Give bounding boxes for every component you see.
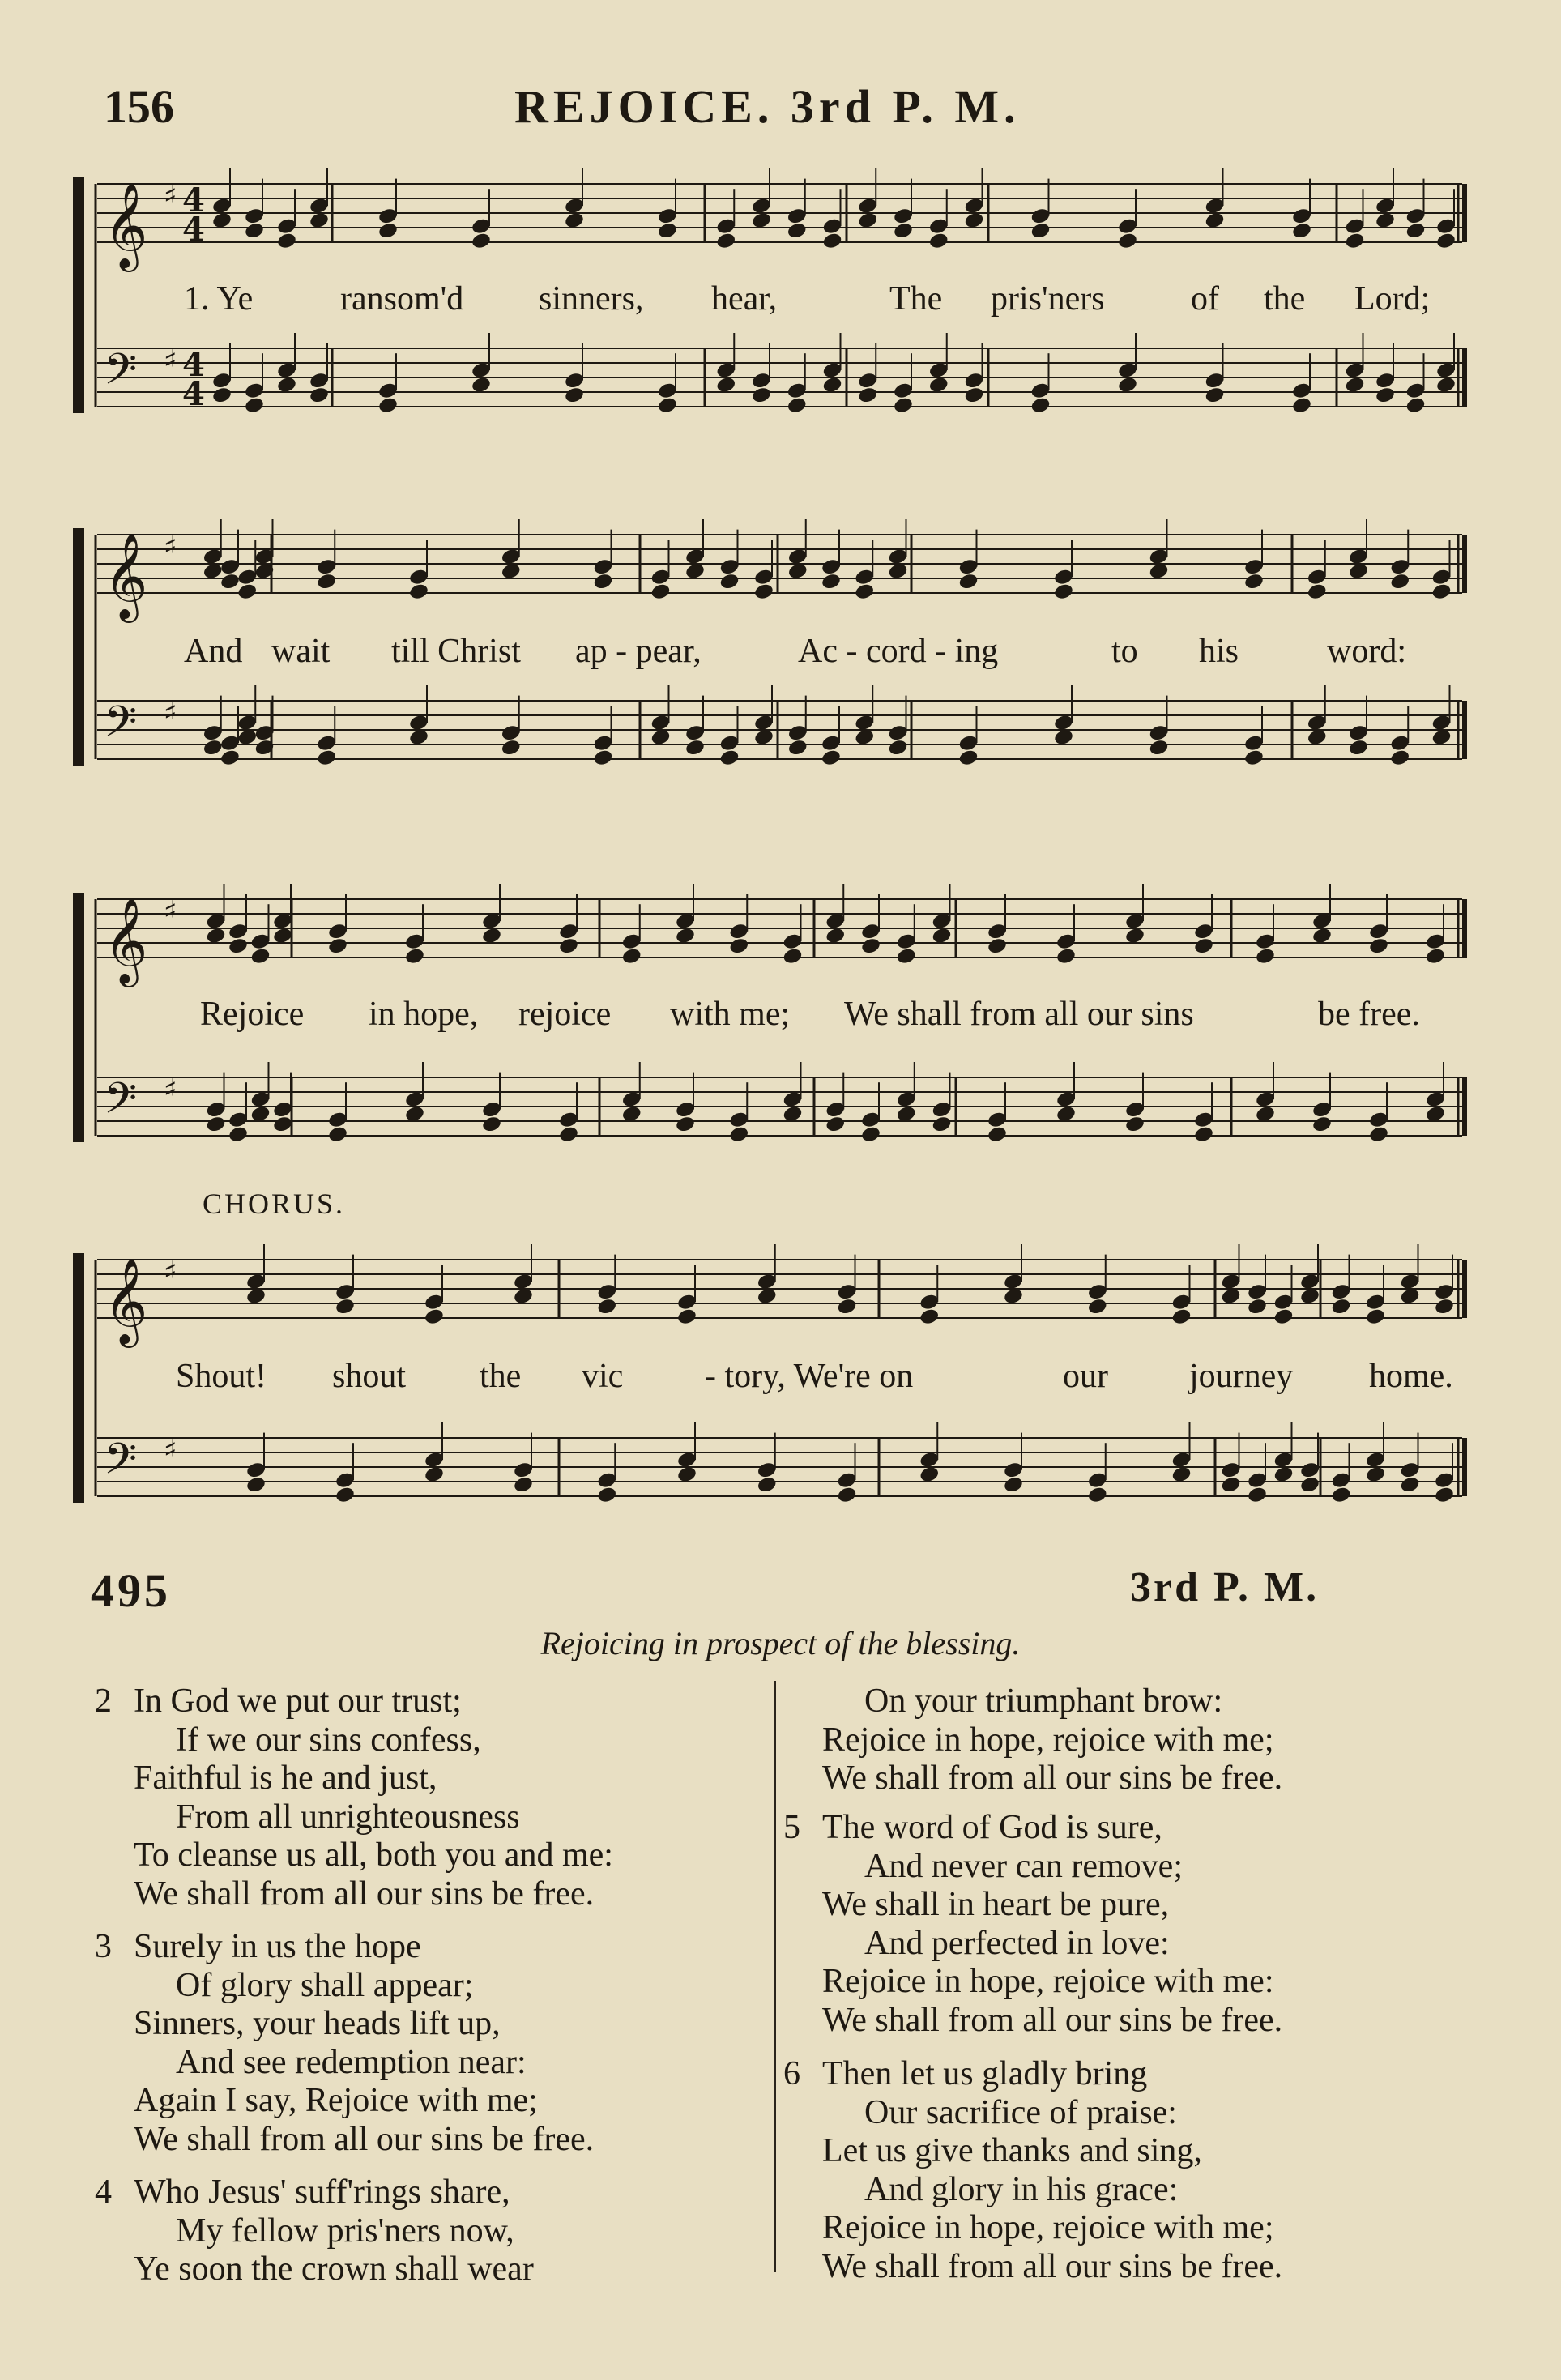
- note-head: [1056, 1105, 1077, 1124]
- note-head: [1193, 936, 1214, 955]
- lyric-word: 1. Ye: [184, 280, 254, 318]
- note-head: [1273, 1307, 1294, 1326]
- note-head: [1344, 232, 1365, 250]
- note-head: [1299, 1287, 1320, 1306]
- note-head: [1273, 1465, 1294, 1484]
- note-head: [237, 728, 258, 747]
- note-head: [893, 396, 914, 415]
- note-head: [857, 211, 878, 230]
- note-head: [860, 936, 881, 955]
- verse-line: Rejoice in hope, rejoice with me:: [822, 1963, 1274, 2000]
- note-head: [787, 562, 808, 581]
- hymn-meter: 3rd P. M.: [1130, 1564, 1320, 1610]
- note-head: [237, 582, 258, 601]
- note-head: [676, 1307, 697, 1326]
- note-head: [1247, 1486, 1268, 1504]
- note-head: [272, 927, 293, 945]
- sharp-sign: ♯: [164, 531, 177, 563]
- note-head: [757, 1475, 778, 1494]
- lyric-word: in hope,: [369, 996, 479, 1033]
- note-head: [377, 221, 399, 240]
- note-head: [335, 1486, 356, 1504]
- lyric-word: be free.: [1318, 996, 1420, 1033]
- sharp-sign: ♯: [164, 895, 177, 928]
- note-head: [1307, 728, 1328, 747]
- verse-line: Ye soon the crown shall wear: [134, 2250, 534, 2288]
- verse-line: In God we put our trust;: [134, 1683, 462, 1720]
- bass-clef: 𝄢: [104, 697, 138, 757]
- note-head: [751, 211, 772, 230]
- note-head: [928, 376, 949, 395]
- verse-number: 2: [95, 1683, 112, 1720]
- note-head: [228, 1125, 249, 1144]
- note-head: [316, 572, 337, 591]
- note-head: [963, 211, 984, 230]
- note-head: [757, 1287, 778, 1306]
- verse-line: We shall from all our sins be free.: [134, 2120, 595, 2158]
- lyric-word: hear,: [711, 280, 778, 318]
- verse-line: Again I say, Rejoice with me;: [134, 2082, 538, 2119]
- lyric-word: Rejoice: [200, 996, 305, 1033]
- note-head: [327, 1125, 348, 1144]
- note-head: [728, 1125, 749, 1144]
- note-head: [276, 376, 297, 395]
- note-head: [887, 738, 908, 757]
- verse-line: Rejoice in hope, rejoice with me;: [822, 2209, 1274, 2246]
- note-head: [657, 396, 678, 415]
- music-system-2: [73, 518, 1474, 786]
- verse-line: We shall from all our sins be free.: [822, 1759, 1283, 1797]
- note-head: [854, 728, 875, 747]
- note-head: [896, 1105, 917, 1124]
- note-head: [1375, 386, 1396, 404]
- note-head: [592, 572, 613, 591]
- lyric-word: with me;: [670, 996, 791, 1033]
- lyric-word: to: [1111, 633, 1138, 670]
- note-head: [1171, 1465, 1192, 1484]
- note-head: [244, 221, 265, 240]
- lyric-word: pris'ners: [991, 280, 1105, 318]
- note-head: [335, 1297, 356, 1316]
- note-head: [893, 221, 914, 240]
- note-head: [1435, 376, 1457, 395]
- note-head: [685, 738, 706, 757]
- note-head: [424, 1465, 445, 1484]
- note-head: [596, 1297, 617, 1316]
- lyric-word: Ac - cord - ing: [798, 633, 999, 670]
- verse-line: And never can remove;: [864, 1847, 1183, 1885]
- sharp-sign: ♯: [164, 1256, 177, 1288]
- note-head: [782, 947, 803, 966]
- note-head: [1056, 947, 1077, 966]
- note-head: [211, 386, 232, 404]
- verse-line: Of glory shall appear;: [176, 1966, 474, 2004]
- note-head: [481, 1115, 502, 1133]
- note-head: [621, 1105, 642, 1124]
- lyric-word: And: [184, 633, 243, 670]
- note-head: [1405, 221, 1426, 240]
- note-head: [1204, 386, 1225, 404]
- verse-line: We shall in heart be pure,: [822, 1886, 1170, 1923]
- lyric-word: our: [1063, 1358, 1108, 1395]
- verse-line: We shall from all our sins be free.: [134, 1875, 595, 1913]
- note-head: [1003, 1475, 1024, 1494]
- sharp-sign: ♯: [164, 180, 177, 212]
- lyric-word: the: [480, 1358, 522, 1395]
- note-head: [715, 376, 736, 395]
- note-head: [836, 1486, 857, 1504]
- note-head: [860, 1125, 881, 1144]
- note-head: [1389, 749, 1410, 767]
- note-head: [513, 1475, 534, 1494]
- note-head: [316, 749, 337, 767]
- note-head: [250, 947, 271, 966]
- verse-line: To cleanse us all, both you and me:: [134, 1836, 613, 1874]
- note-head: [1255, 1105, 1276, 1124]
- note-head: [987, 1125, 1008, 1144]
- note-head: [751, 386, 772, 404]
- note-head: [404, 1105, 425, 1124]
- note-head: [931, 927, 952, 945]
- lyric-word: rejoice: [518, 996, 612, 1033]
- music-system-3: [73, 879, 1474, 1154]
- lyric-word: his: [1199, 633, 1239, 670]
- note-head: [685, 562, 706, 581]
- note-head: [919, 1307, 940, 1326]
- verse-number: 6: [783, 2055, 800, 2092]
- verse-line: My fellow pris'ners now,: [176, 2212, 514, 2250]
- verse-line: And glory in his grace:: [864, 2170, 1179, 2208]
- sharp-sign: ♯: [164, 1073, 177, 1106]
- note-head: [1243, 749, 1265, 767]
- verse-line: From all unrighteousness: [176, 1798, 520, 1836]
- lyric-word: shout: [332, 1358, 407, 1395]
- note-head: [1124, 927, 1145, 945]
- note-head: [1087, 1297, 1108, 1316]
- note-head: [244, 396, 265, 415]
- lyric-word: till Christ: [391, 633, 521, 670]
- note-head: [957, 749, 979, 767]
- time-signature: 4: [182, 346, 205, 384]
- hymn-subtitle: Rejoicing in prospect of the blessing.: [540, 1625, 1021, 1661]
- note-head: [821, 572, 842, 591]
- note-head: [1291, 396, 1312, 415]
- note-head: [896, 947, 917, 966]
- verse-line: Who Jesus' suff'rings share,: [134, 2173, 510, 2211]
- bass-clef: 𝄢: [104, 1435, 138, 1495]
- note-head: [1193, 1125, 1214, 1144]
- lyric-word: sinners,: [539, 280, 644, 318]
- verse-3: [95, 1928, 595, 2159]
- verse-line: Surely in us the hope: [134, 1928, 421, 1965]
- note-head: [309, 386, 330, 404]
- lyric-word: Lord;: [1354, 280, 1431, 318]
- note-head: [787, 221, 808, 240]
- note-head: [564, 386, 585, 404]
- note-head: [821, 232, 842, 250]
- note-head: [1311, 1115, 1333, 1133]
- note-head: [558, 936, 579, 955]
- column-divider: [774, 1681, 776, 2272]
- lyric-word: wait: [271, 633, 331, 670]
- note-head: [1171, 1307, 1192, 1326]
- note-head: [1365, 1465, 1386, 1484]
- verse-line: Then let us gladly bring: [822, 2055, 1148, 2092]
- lyric-word: the: [1264, 280, 1306, 318]
- note-head: [1087, 1486, 1108, 1504]
- note-head: [245, 1287, 267, 1306]
- note-head: [1365, 1307, 1386, 1326]
- note-head: [1434, 1297, 1455, 1316]
- note-head: [205, 1115, 226, 1133]
- note-head: [1307, 582, 1328, 601]
- note-head: [1053, 582, 1074, 601]
- verse-line: Let us give thanks and sing,: [822, 2132, 1202, 2169]
- note-head: [1247, 1297, 1268, 1316]
- note-head: [1431, 728, 1452, 747]
- note-head: [558, 1125, 579, 1144]
- note-head: [250, 1105, 271, 1124]
- note-head: [1030, 396, 1051, 415]
- note-head: [309, 211, 330, 230]
- verse-line: And perfected in love:: [864, 1924, 1170, 1962]
- note-head: [887, 562, 908, 581]
- note-head: [1053, 728, 1074, 747]
- note-head: [1368, 1125, 1389, 1144]
- verse-line: Our sacrifice of praise:: [864, 2093, 1177, 2131]
- treble-clef: 𝄞: [104, 181, 148, 268]
- note-head: [715, 232, 736, 250]
- note-head: [471, 232, 492, 250]
- lyric-word: The: [889, 280, 943, 318]
- verse-2: [95, 1683, 613, 1913]
- lyric-word: ap - pear,: [575, 633, 702, 670]
- note-head: [1330, 1297, 1351, 1316]
- note-head: [1348, 738, 1369, 757]
- music-system-1: [73, 166, 1474, 433]
- lyric-word: - tory, We're on: [705, 1358, 914, 1395]
- time-signature: 4: [182, 375, 205, 413]
- note-head: [931, 1115, 952, 1133]
- verse-line: Rejoice in hope, rejoice with me;: [822, 1721, 1274, 1759]
- verse-5: [783, 1809, 1283, 2040]
- note-head: [854, 582, 875, 601]
- page-number: 156: [104, 80, 174, 133]
- lyric-word: Shout!: [176, 1358, 267, 1395]
- note-head: [592, 749, 613, 767]
- note-head: [836, 1297, 857, 1316]
- verse-4: [95, 2173, 534, 2289]
- note-head: [1311, 927, 1333, 945]
- note-head: [327, 936, 348, 955]
- sharp-sign: ♯: [164, 697, 177, 729]
- system-brace: [73, 177, 84, 413]
- sharp-sign: ♯: [164, 344, 177, 377]
- note-head: [1425, 1105, 1446, 1124]
- note-head: [650, 582, 671, 601]
- note-head: [728, 936, 749, 955]
- note-head: [1299, 1475, 1320, 1494]
- note-head: [471, 376, 492, 395]
- note-head: [676, 1465, 697, 1484]
- note-head: [825, 927, 846, 945]
- note-head: [1124, 1115, 1145, 1133]
- note-head: [1220, 1287, 1241, 1306]
- note-head: [1255, 947, 1276, 966]
- lyric-word: word:: [1327, 633, 1406, 670]
- note-head: [1425, 947, 1446, 966]
- note-head: [564, 211, 585, 230]
- note-head: [1375, 211, 1396, 230]
- verse-line: If we our sins confess,: [176, 1721, 481, 1759]
- note-head: [919, 1465, 940, 1484]
- note-head: [1330, 1486, 1351, 1504]
- note-head: [1344, 376, 1365, 395]
- treble-clef: 𝄞: [104, 1257, 148, 1344]
- note-head: [1148, 738, 1169, 757]
- hymn-number: 495: [91, 1564, 171, 1617]
- note-head: [596, 1486, 617, 1504]
- note-head: [825, 1115, 846, 1133]
- verse-number: 5: [783, 1809, 800, 1846]
- note-head: [1431, 582, 1452, 601]
- note-head: [205, 927, 226, 945]
- note-head: [501, 738, 522, 757]
- verse-line: We shall from all our sins be free.: [822, 2247, 1283, 2285]
- note-head: [753, 582, 774, 601]
- note-head: [719, 749, 740, 767]
- lyric-word: ransom'd: [340, 280, 464, 318]
- verse-line: Sinners, your heads lift up,: [134, 2005, 501, 2042]
- verse-line: We shall from all our sins be free.: [822, 2001, 1283, 2039]
- lyric-word: vic: [582, 1358, 624, 1395]
- note-head: [501, 562, 522, 581]
- note-head: [203, 738, 224, 757]
- note-head: [987, 936, 1008, 955]
- note-head: [272, 1115, 293, 1133]
- sharp-sign: ♯: [164, 1434, 177, 1466]
- treble-clef: 𝄞: [104, 897, 148, 983]
- system-brace: [73, 528, 84, 766]
- note-head: [821, 376, 842, 395]
- lyric-word: home.: [1369, 1358, 1453, 1395]
- chorus-label: CHORUS.: [203, 1188, 346, 1220]
- note-head: [408, 728, 429, 747]
- note-head: [1348, 562, 1369, 581]
- note-head: [228, 936, 249, 955]
- note-head: [787, 396, 808, 415]
- note-head: [719, 572, 740, 591]
- note-head: [857, 386, 878, 404]
- system-brace: [73, 893, 84, 1142]
- note-head: [963, 386, 984, 404]
- bass-clef: 𝄢: [104, 1074, 138, 1134]
- note-head: [424, 1307, 445, 1326]
- verse-number: 4: [95, 2173, 112, 2211]
- note-head: [675, 1115, 696, 1133]
- lyric-word: of: [1191, 280, 1219, 318]
- note-head: [481, 927, 502, 945]
- note-head: [1243, 572, 1265, 591]
- note-head: [657, 221, 678, 240]
- verse-line: And see redemption near:: [176, 2043, 527, 2081]
- time-signature: 4: [182, 211, 205, 249]
- note-head: [1405, 396, 1426, 415]
- note-head: [276, 232, 297, 250]
- note-head: [1117, 376, 1138, 395]
- note-head: [1368, 936, 1389, 955]
- note-head: [1399, 1287, 1420, 1306]
- note-head: [377, 396, 399, 415]
- note-head: [675, 927, 696, 945]
- note-head: [1220, 1475, 1241, 1494]
- note-head: [1291, 221, 1312, 240]
- time-signature: 4: [182, 181, 205, 220]
- bass-clef: 𝄢: [104, 345, 138, 405]
- note-head: [1434, 1486, 1455, 1504]
- note-head: [928, 232, 949, 250]
- note-head: [782, 1105, 803, 1124]
- music-system-4: [73, 1235, 1474, 1515]
- note-head: [821, 749, 842, 767]
- lyric-word: We shall from all our sins: [844, 996, 1194, 1033]
- note-head: [1204, 211, 1225, 230]
- verse-line: Faithful is he and just,: [134, 1759, 437, 1797]
- verse-line: The word of God is sure,: [822, 1809, 1162, 1846]
- note-head: [957, 572, 979, 591]
- note-head: [1389, 572, 1410, 591]
- note-head: [1117, 232, 1138, 250]
- note-head: [787, 738, 808, 757]
- lyric-word: journey: [1189, 1358, 1294, 1395]
- note-head: [220, 749, 241, 767]
- tune-title: REJOICE. 3rd P. M.: [514, 80, 1021, 133]
- treble-clef: 𝄞: [104, 532, 148, 619]
- note-head: [513, 1287, 534, 1306]
- note-head: [203, 562, 224, 581]
- note-head: [650, 728, 671, 747]
- verse-6: [783, 2055, 1283, 2286]
- note-head: [404, 947, 425, 966]
- note-head: [1003, 1287, 1024, 1306]
- note-head: [1030, 221, 1051, 240]
- note-head: [621, 947, 642, 966]
- note-head: [1435, 232, 1457, 250]
- verse-line: On your triumphant brow:: [864, 1683, 1223, 1720]
- note-head: [1148, 562, 1169, 581]
- system-brace: [73, 1253, 84, 1503]
- note-head: [408, 582, 429, 601]
- note-head: [1399, 1475, 1420, 1494]
- verse-number: 3: [95, 1928, 112, 1965]
- note-head: [220, 572, 241, 591]
- note-head: [211, 211, 232, 230]
- note-head: [245, 1475, 267, 1494]
- verse-4-continued: [822, 1683, 1282, 1798]
- note-head: [753, 728, 774, 747]
